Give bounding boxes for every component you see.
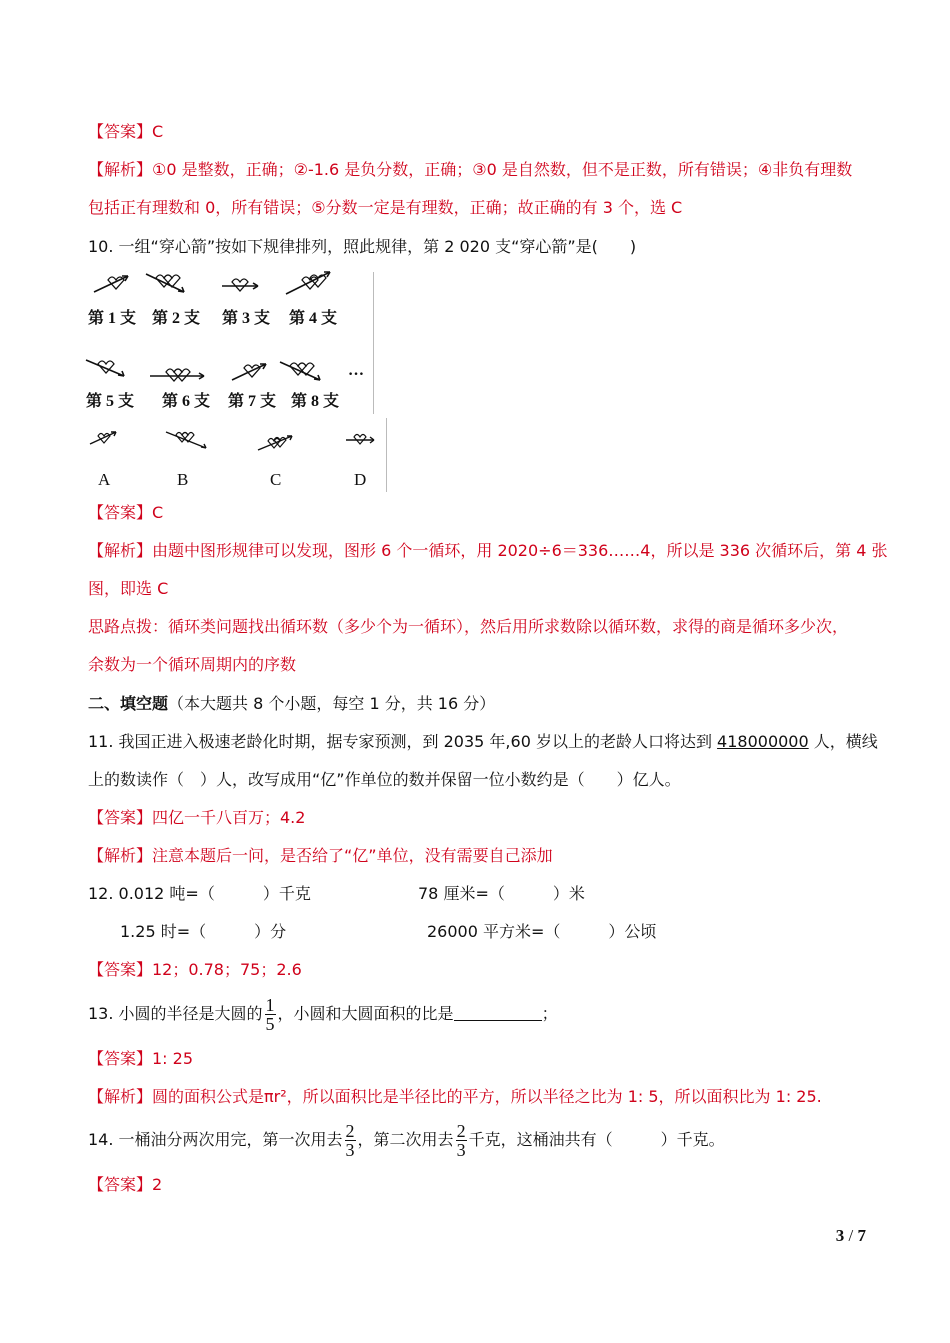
double-heart-arrow-icon	[278, 358, 324, 384]
q13-text-post: ，小圆和大圆面积的比是	[277, 1004, 454, 1023]
answer-blank	[454, 1006, 542, 1021]
q13-answer: 【答案】1: 25	[88, 1049, 194, 1068]
q11-analysis: 【解析】注意本题后一问，是否给了“亿”单位，没有需要自己添加	[88, 846, 553, 865]
q14-fraction-2	[456, 1122, 467, 1159]
q14-answer: 【答案】2	[88, 1175, 163, 1194]
section-heading	[88, 694, 495, 714]
q12-item-a: 12. 0.012 吨=（ ）千克	[88, 884, 311, 903]
q9-answer: 【答案】C	[88, 122, 164, 141]
q11-text-b: 人，横线	[808, 732, 878, 751]
heart-arrow-icon	[230, 358, 270, 384]
q14-text-post: 千克，这桶油共有（ ）千克。	[468, 1130, 725, 1149]
option-c: C	[270, 470, 282, 489]
fraction-denominator: 3	[456, 1140, 466, 1160]
q10-analysis-line2: 图，即选 C	[88, 579, 169, 598]
q10-tip-line2: 余数为一个循环周期内的序数	[88, 655, 297, 674]
page-number	[836, 1226, 866, 1246]
arrow-label-4: 第 4 支	[289, 310, 338, 327]
heart-arrow-icon	[92, 270, 132, 296]
arrow-label-7: 第 7 支	[228, 393, 277, 410]
q12-item-b: 78 厘米=（ ）米	[418, 884, 585, 903]
figure-divider	[373, 272, 374, 414]
q12-item-c: 1.25 时=（ ）分	[120, 922, 287, 941]
options-divider	[386, 418, 387, 492]
ellipsis: …	[348, 362, 364, 379]
q12-answer: 【答案】12；0.78；75；2.6	[88, 960, 302, 979]
q11-underlined-number: 418000000	[717, 732, 809, 751]
option-d: D	[354, 470, 367, 489]
fraction-numerator: 2	[345, 1121, 355, 1141]
q11-text-a: 11. 我国正进入极速老龄化时期，据专家预测，到 2035 年,60 岁以上的老龄人口将达到	[88, 732, 718, 751]
q10-answer: 【答案】C	[88, 503, 164, 522]
q11-line1	[88, 732, 878, 752]
page-current: 3	[835, 1226, 845, 1245]
q10-tip-line1: 思路点拨：循环类问题找出循环数（多少个为一循环），然后用所求数除以循环数，求得的商是循环多少次，	[88, 617, 849, 636]
page-separator: /	[844, 1226, 858, 1245]
q11-line2: 上的数读作（ ）人，改写成用“亿”作单位的数并保留一位小数约是（ ）亿人。	[88, 770, 681, 789]
q14-text-pre: 14. 一桶油分两次用完，第一次用去	[88, 1130, 343, 1149]
heart-arrow-icon	[84, 356, 128, 380]
q10-analysis-line1: 【解析】由题中图形规律可以发现，图形 6 个一循环，用 2020÷6＝336……4，所以是 336 次循环后，第 4 张	[88, 541, 888, 560]
section-title: 二、填空题	[88, 694, 169, 713]
double-heart-arrow-icon	[164, 428, 210, 452]
q14-text-mid: ，第二次用去	[357, 1130, 454, 1149]
double-heart-arrow-icon	[284, 268, 334, 296]
arrow-label-1: 第 1 支	[88, 310, 137, 327]
fraction-denominator: 5	[265, 1014, 275, 1034]
option-b: B	[177, 470, 189, 489]
heart-arrow-icon	[88, 428, 120, 448]
fraction-numerator: 1	[265, 995, 275, 1015]
q13-text-pre: 13. 小圆的半径是大圆的	[88, 1004, 263, 1023]
fraction-denominator: 3	[345, 1140, 355, 1160]
page-total: 7	[857, 1226, 866, 1245]
q12-item-d: 26000 平方米=（ ）公顷	[427, 922, 657, 941]
double-heart-arrow-icon	[148, 366, 208, 386]
heart-arrow-icon	[220, 272, 260, 294]
double-heart-arrow-icon	[256, 432, 296, 452]
q13-question	[88, 996, 558, 1033]
option-a: A	[98, 470, 111, 489]
arrow-label-2: 第 2 支	[152, 310, 201, 327]
arrow-label-3: 第 3 支	[222, 310, 271, 327]
fraction-numerator: 2	[456, 1121, 466, 1141]
arrow-label-8: 第 8 支	[291, 393, 340, 410]
heart-arrow-icon	[344, 430, 378, 448]
section-note: （本大题共 8 个小题，每空 1 分，共 16 分）	[168, 694, 496, 713]
arrow-label-6: 第 6 支	[162, 393, 211, 410]
q14-question	[88, 1122, 725, 1159]
q14-fraction-1	[345, 1122, 356, 1159]
q10-stem: 10. 一组“穿心箭”按如下规律排列，照此规律，第 2 020 支“穿心箭”是( )	[88, 237, 637, 256]
double-heart-arrow-icon	[144, 270, 188, 296]
q13-analysis: 【解析】圆的面积公式是πr²，所以面积比是半径比的平方，所以半径之比为 1: 5，所以面积比为 1: 25.	[88, 1087, 822, 1106]
q13-fraction	[265, 996, 276, 1033]
arrow-label-5: 第 5 支	[86, 393, 135, 410]
q9-analysis-line1: 【解析】①0 是整数，正确；②-1.6 是负分数，正确；③0 是自然数，但不是正数，所有错误；④非负有理数	[88, 160, 853, 179]
q9-analysis-line2: 包括正有理数和 0，所有错误；⑤分数一定是有理数，正确；故正确的有 3 个，选 C	[88, 198, 683, 217]
q13-text-end: ；	[541, 1004, 558, 1023]
q11-answer: 【答案】四亿一千八百万；4.2	[88, 808, 306, 827]
